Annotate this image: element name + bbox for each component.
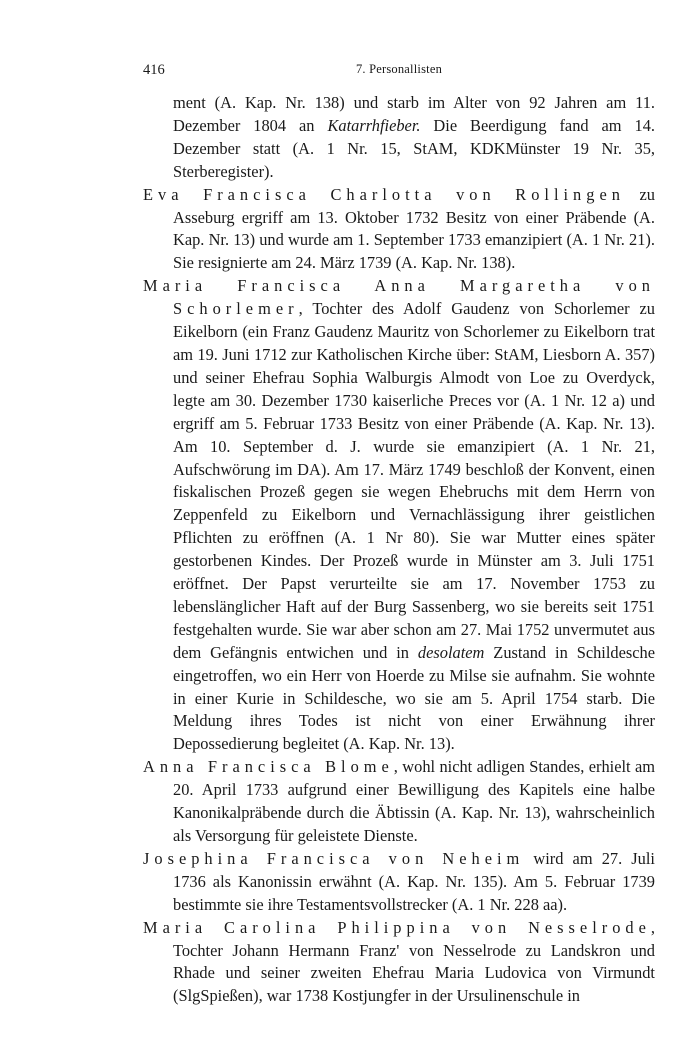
entry-text: zu Asseburg ergriff am 13. Oktober 1732 Besitz von einer Präbende (A. Kap. Nr. 13) und wurde am 1. September 1733 emanzipiert (A. 1 Nr. 21). Sie resignierte am 24. März 1739 (A. Kap. Nr. 138). [173,184,655,273]
entry-text: , Tochter des Adolf Gaudenz von Schorlemer zu Eikelborn (ein Franz Gaudenz Mauritz von Schorlemer zu Eikelborn trat am 19. Juni 1712 zur Katholischen Kirche über: StAM, Liesborn A. 357) und seiner Ehefrau Sophia Walburgis Almodt von Loe zu Overdyck, legte am 30. Dezember 1730 kaiserliche Preces vor (A. 1 Nr. 12 a) und ergriff am 5. Februar 1733 Besitz von einer Präbende (A. Kap. Nr. 13). Am 10. September d. J. wurde sie emanzipiert (A. 1 Nr. 21, Aufschwörung im DA). Am 17. März 1749 beschloß der Konvent, einen fiskalischen Prozeß gegen sie wegen Ehebruchs mit dem Herrn von Zeppenfeld zu Eikelborn und Vernachlässigung ihrer geistlichen Pflichten zu eröffnen (A. 1 Nr 80). Sie war Mutter eines später gestorbenen Kindes. Der Prozeß wurde in Münster am 3. Juli 1751 eröffnet. Der Papst verurteilte sie am 17. November 1753 zu lebenslänglicher Haft auf der Burg Sassenberg, wo sie bereits seit 1751 festgehalten wurde. Sie war aber schon am 27. Mai 1752 unvermutet aus dem Gefängnis entwichen und in [173,299,655,662]
entry-text: Zustand in Schildesche eingetroffen, wo ein Herr von Hoerde zu Milse sie aufnahm. Sie wohnte in einer Kurie in Schildesche, wo sie am 5. April 1754 starb. Die Meldung ihres Todes ist nicht von einer Erwähnung ihrer Depossedierung begleitet (A. Kap. Nr. 13). [173,642,655,754]
running-head: 7. Personallisten [355,62,443,76]
body-text [143,92,655,1008]
entry-continued [143,92,655,184]
entry-blome [143,756,655,848]
entry-name: Maria Francisca Anna Margaretha von Schorlemer [143,276,655,319]
entry-name: Maria Carolina Philippina von Nesselrode [143,917,651,937]
entry-text: , Tochter Johann Hermann Franz' von Nesselrode zu Landskron und Rhade und seiner zweiten Ehefrau Maria Ludovica von Virmundt (SlgSpießen), war 1738 Kostjungfer in der Ursulinenschule in [173,917,655,1006]
entry-nesselrode [143,917,655,1009]
entry-text: wird am 27. Juli 1736 als Kanonissin erwähnt (A. Kap. Nr. 135). Am 5. Februar 1739 bestimmte sie ihre Testamentsvollstrecker (A. 1 Nr. 228 aa). [173,848,655,914]
entry-name: Anna Francisca Blome [143,757,394,777]
entry-neheim [143,848,655,917]
entry-text: ment (A. Kap. Nr. 138) und starb im Alter von 92 Jahren am 11. Dezember 1804 an [173,93,655,135]
page-number: 416 [143,62,165,78]
entry-italic: Katarrhfieber. [327,115,421,135]
entry-text: Die Beerdigung fand am 14. Dezember statt (A. 1 Nr. 15, StAM, KDKMünster 19 Nr. 35, Sterberegister). [173,115,655,181]
entry-text: , wohl nicht adligen Standes, erhielt am 20. April 1733 aufgrund einer Bewilligung des Kapitels eine halbe Kanonikalpräbende durch die Äbtissin (A. Kap. Nr. 13), wahrscheinlich als Versorgung für geleistete Dienste. [173,757,655,845]
page-header [143,62,655,84]
entry-italic: desolatem [417,642,485,662]
entry-rollingen [143,184,655,276]
entry-name: Eva Francisca Charlotta von Rollingen [143,184,625,204]
entry-schorlemer [143,275,655,756]
entry-name: Josephina Francisca von Neheim [143,848,525,868]
